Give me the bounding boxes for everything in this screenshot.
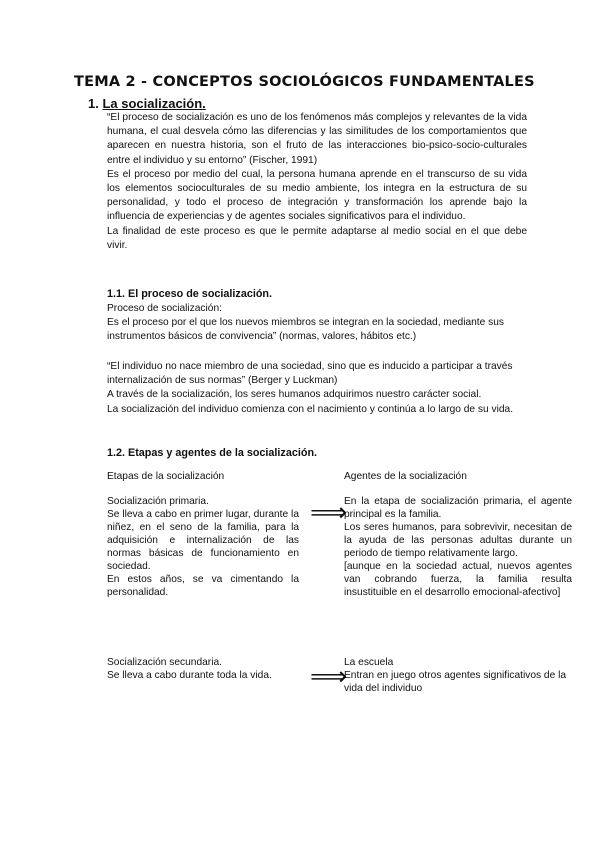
- page-title: TEMA 2 - CONCEPTOS SOCIOLÓGICOS FUNDAMENTALES: [74, 74, 535, 90]
- primary-stage-title: Socialización primaria.: [107, 496, 209, 507]
- berger-quote-block: [107, 360, 527, 417]
- secondary-stage-title: Socialización secundaria.: [107, 657, 222, 668]
- primary-arrow-icon: ⟹: [310, 498, 348, 528]
- primary-stage-personality: En estos años, se va cimentando la personalidad.: [107, 574, 299, 598]
- section-1-heading: [88, 96, 206, 111]
- primary-agent-adults: Los seres humanos, para sobrevivir, necesitan de la ayuda de las personas adultas durante un periodo de tiempo relativamente largo.: [344, 522, 572, 559]
- primary-stage: [107, 495, 299, 599]
- section-1-1-heading: 1.1. El proceso de socialización.: [107, 288, 273, 300]
- section-1-number: 1.: [88, 96, 99, 111]
- berger-quote: “El individuo no nace miembro de una sociedad, sino que es inducido a participar a través internalización de sus normas” (Berger y Luckman): [107, 361, 513, 387]
- section-1-2-heading: 1.2. Etapas y agentes de la socialización.: [107, 447, 318, 459]
- secondary-agent-others: Entran en juego otros agentes significativos de la vida del individuo: [344, 670, 567, 694]
- primary-stage-description: Se lleva a cabo en primer lugar, durante la niñez, en el seno de la familia, para la adquisición e internalización de las normas básicas de funcionamiento en sociedad.: [107, 509, 299, 572]
- process-definition: Es el proceso por el que los nuevos miembros se integran en la sociedad, mediante sus instrumentos básicos de convivencia” (normas, valores, hábitos etc.): [107, 317, 504, 343]
- lifelong-line: La socialización del individuo comienza con el nacimiento y continúa a lo largo de su vida.: [107, 403, 514, 415]
- secondary-agent-school: La escuela: [344, 657, 394, 668]
- primary-agent-family: En la etapa de socialización primaria, el agente principal es la familia.: [344, 496, 572, 520]
- secondary-arrow-icon: ⟹: [310, 662, 348, 692]
- process-label: Proceso de socialización:: [107, 303, 222, 314]
- primary-agents: [344, 495, 572, 599]
- secondary-stage-description: Se lleva a cabo durante toda la vida.: [107, 670, 272, 681]
- fischer-quote: “El proceso de socialización es uno de los fenómenos más complejos y relevantes de la vida humana, el cual desvela cómo las diferencias y las similitudes de los comportamientos que aparecen en nuestra historia, son el fruto de las interacciones bio-psico-socio-culturales entre el individuo y su entorno” (Fischer, 1991): [107, 112, 527, 166]
- secondary-agents: [344, 656, 572, 695]
- stages-column-header: Etapas de la socialización: [107, 471, 225, 482]
- section-1-1-body: [107, 302, 527, 345]
- section-1-title: La socialización.: [102, 96, 206, 111]
- secondary-stage: [107, 656, 299, 682]
- primary-agent-note: [aunque en la sociedad actual, nuevos agentes van cobrando fuerza, la familia resulta insustituible en el desarrollo emocional-afectivo]: [344, 561, 572, 598]
- agents-column-header: Agentes de la socialización: [344, 471, 467, 482]
- social-character-line: A través de la socialización, los seres humanos adquirimos nuestro carácter social.: [107, 389, 482, 401]
- socialization-definition: Es el proceso por medio del cual, la persona humana aprende en el transcurso de su vida los elementos socioculturales de su medio ambiente, los integra en la estructura de su personalidad, y todo el proceso de integración y transformación los aprende bajo la influencia de experiencias y de agentes sociales significativos para el individuo.: [107, 168, 527, 223]
- section-1-body: [107, 111, 527, 253]
- socialization-purpose: La finalidad de este proceso es que le permite adaptarse al medio social en el que debe vivir.: [107, 225, 527, 251]
